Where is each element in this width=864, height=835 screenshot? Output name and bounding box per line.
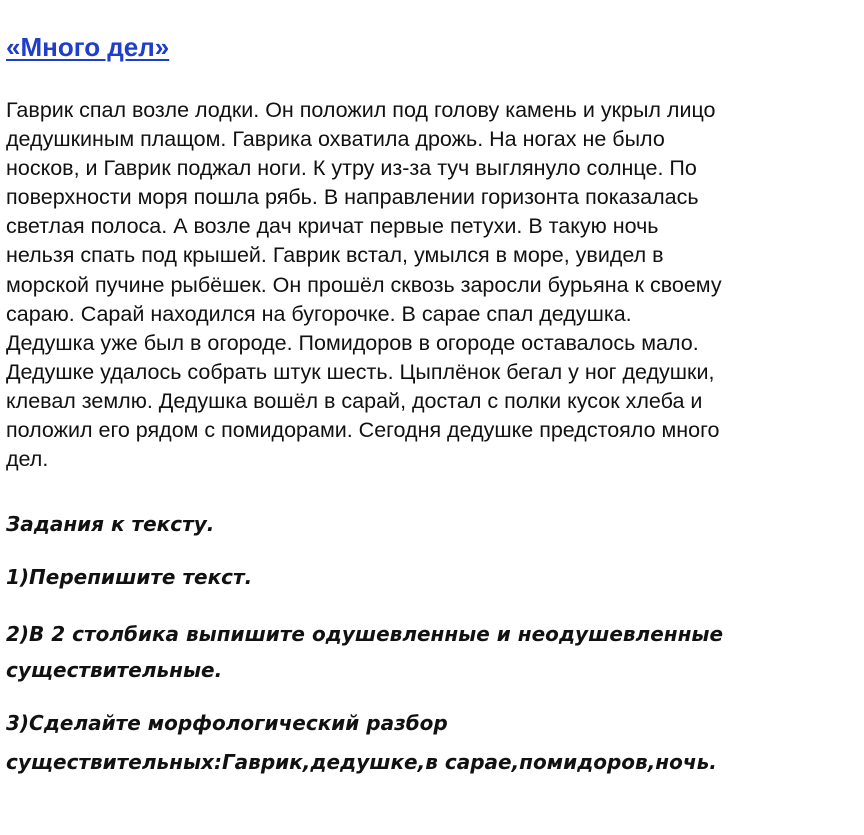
story-line: Гаврик спал возле лодки. Он положил под голову камень и укрыл лицо [6, 98, 716, 122]
story-line: нельзя спать под крышей. Гаврик встал, умылся в море, увидел в [6, 243, 664, 268]
task-3-line: 3)Сделайте морфологический разбор [6, 711, 448, 735]
document-title: «Много дел» [6, 32, 170, 62]
task-2 [6, 616, 723, 688]
task-3-line: существительных:Гаврик,дедушке,в сарае,помидоров,ночь. [6, 750, 717, 774]
story-line: морской пучине рыбёшек. Он прошёл сквозь заросли бурьяна к своему [6, 272, 722, 297]
story-line: носков, и Гаврик поджал ноги. К утру из-за туч выглянуло солнце. По [6, 156, 697, 181]
story-line: дел. [6, 447, 49, 472]
story-line: поверхности моря пошла рябь. В направлении горизонта показалась [6, 185, 699, 210]
tasks-heading: Задания к тексту. [6, 512, 215, 536]
task-3 [6, 704, 717, 782]
story-line: Дедушка уже был в огороде. Помидоров в огороде оставалось мало. [6, 330, 699, 355]
story-line: светлая полоса. А возле дач кричат первые петухи. В такую ночь [6, 214, 659, 239]
story-text [6, 96, 862, 474]
story-line: Дедушке удалось собрать штук шесть. Цыплёнок бегал у ног дедушки, [6, 359, 715, 384]
story-line: сараю. Сарай находился на бугорочке. В сарае спал дедушка. [6, 301, 632, 326]
story-line: клевал землю. Дедушка вошёл в сарай, достал с полки кусок хлеба и [6, 388, 703, 413]
story-line: дедушкиным плащом. Гаврика охватила дрожь. На ногах не было [6, 127, 665, 152]
task-1: 1)Перепишите текст. [6, 565, 253, 589]
task-2-line: существительные. [6, 658, 223, 682]
task-2-line: 2)В 2 столбика выпишите одушевленные и неодушевленные [6, 622, 724, 646]
story-line: положил его рядом с помидорами. Сегодня дедушке предстояло много [6, 418, 720, 443]
